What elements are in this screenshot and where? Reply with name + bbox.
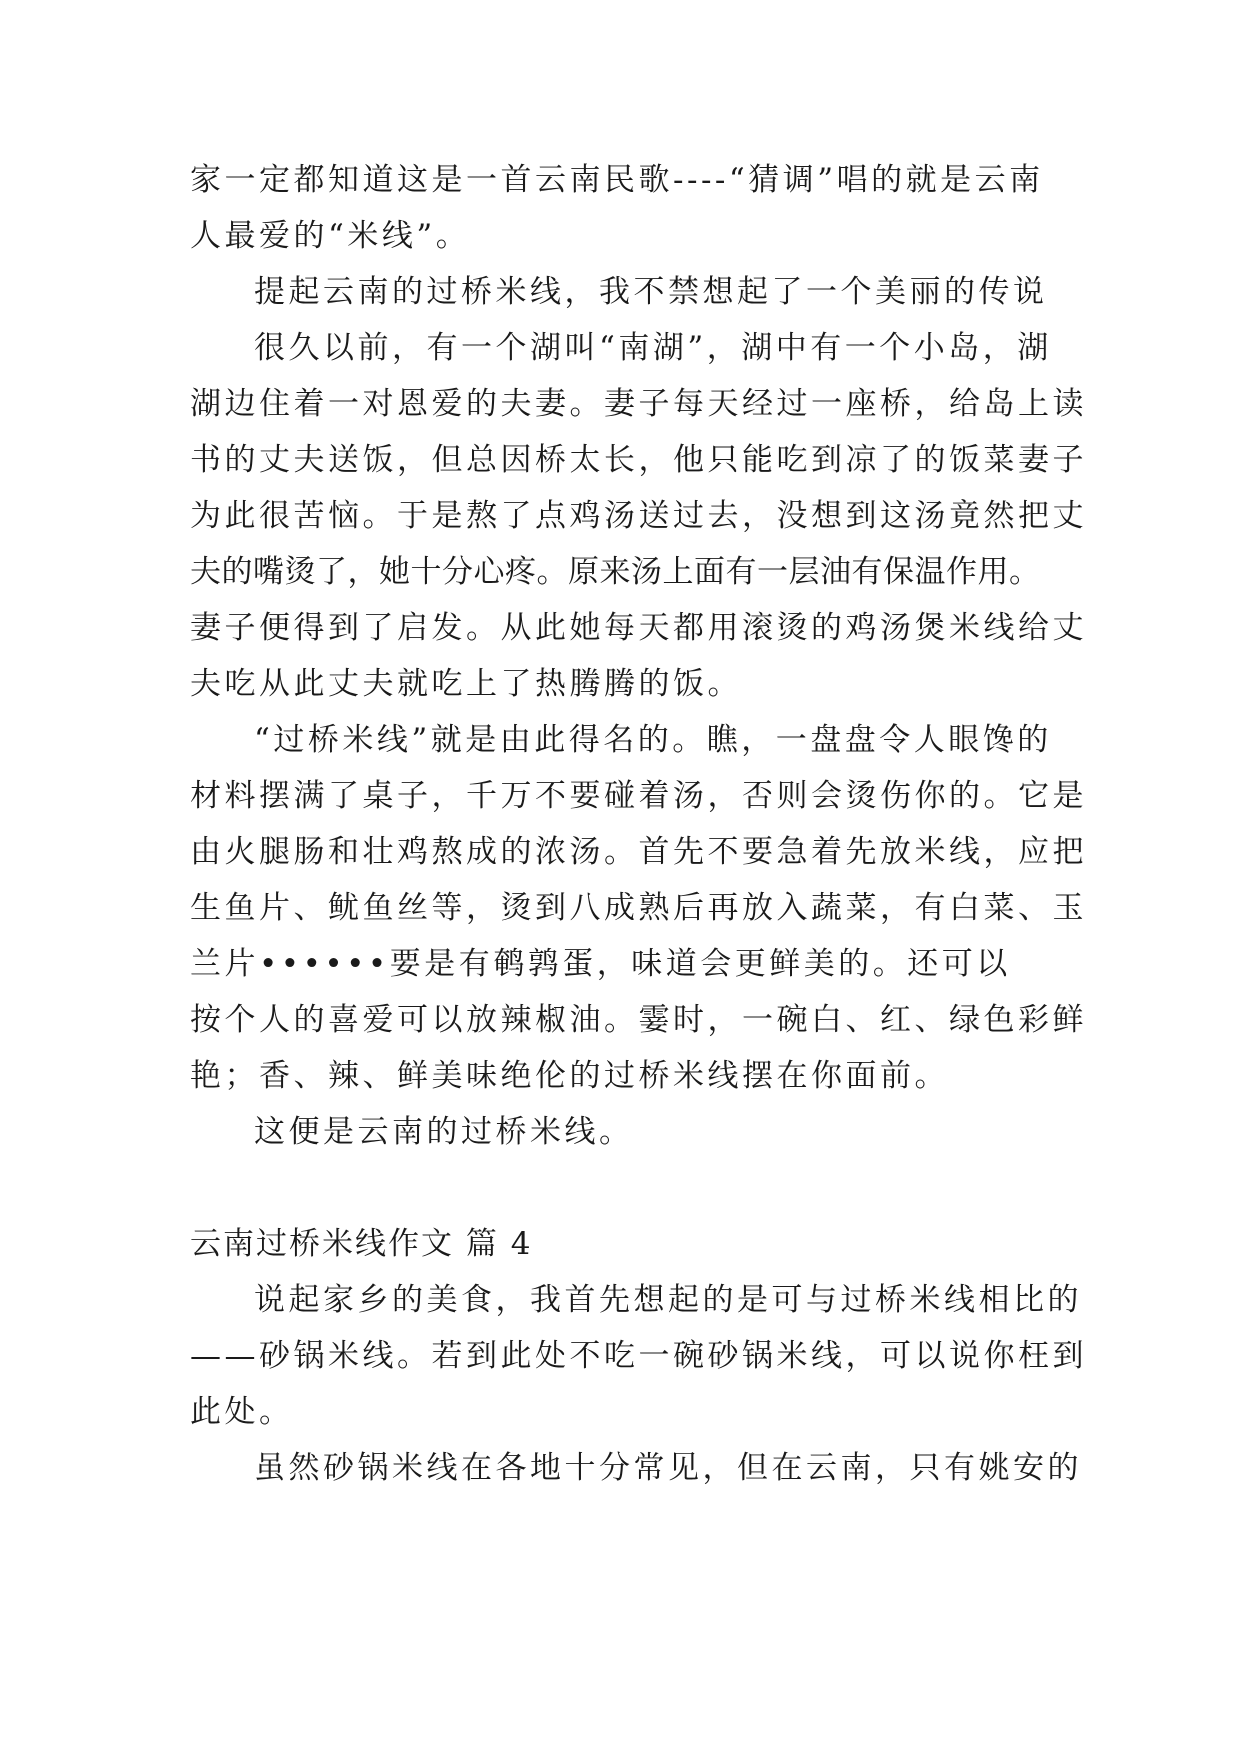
text-line: 生鱼片、鱿鱼丝等，烫到八成熟后再放入蔬菜，有白菜、玉 bbox=[190, 890, 1087, 926]
text-line: 人最爱的“米线”。 bbox=[190, 218, 471, 254]
section-heading: 云南过桥米线作文 篇 4 bbox=[190, 1226, 533, 1262]
text-line: ——砂锅米线。若到此处不吃一碗砂锅米线，可以说你枉到 bbox=[190, 1338, 1087, 1374]
text-line: 家一定都知道这是一首云南民歌----“猜调”唱的就是云南 bbox=[190, 162, 1044, 198]
text-line: 提起云南的过桥米线，我不禁想起了一个美丽的传说 bbox=[254, 274, 1048, 310]
text-line: 书的丈夫送饭，但总因桥太长，他只能吃到凉了的饭菜妻子 bbox=[190, 442, 1087, 478]
text-line: “过桥米线”就是由此得名的。瞧，一盘盘令人眼馋的 bbox=[254, 722, 1052, 758]
text-line: 湖边住着一对恩爱的夫妻。妻子每天经过一座桥，给岛上读 bbox=[190, 386, 1087, 422]
text-line: 按个人的喜爱可以放辣椒油。霎时，一碗白、红、绿色彩鲜 bbox=[190, 1002, 1087, 1038]
text-line: 为此很苦恼。于是熬了点鸡汤送过去，没想到这汤竟然把丈 bbox=[190, 498, 1087, 534]
text-line: 材料摆满了桌子，千万不要碰着汤，否则会烫伤你的。它是 bbox=[190, 778, 1087, 814]
text-line: 虽然砂锅米线在各地十分常见，但在云南，只有姚安的 bbox=[254, 1450, 1082, 1486]
text-line: 由火腿肠和壮鸡熬成的浓汤。首先不要急着先放米线，应把 bbox=[190, 834, 1087, 870]
text-line: 说起家乡的美食，我首先想起的是可与过桥米线相比的 bbox=[254, 1282, 1082, 1318]
text-line: 兰片••••••要是有鹌鹑蛋，味道会更鲜美的。还可以 bbox=[190, 946, 1011, 982]
text-line: 艳；香、辣、鲜美味绝伦的过桥米线摆在你面前。 bbox=[190, 1058, 949, 1094]
text-line: 这便是云南的过桥米线。 bbox=[254, 1114, 634, 1150]
text-line: 夫的嘴烫了，她十分心疼。原来汤上面有一层油有保温作用。 bbox=[190, 554, 1041, 590]
text-line: 很久以前，有一个湖叫“南湖”，湖中有一个小岛，湖 bbox=[254, 330, 1052, 366]
text-line: 夫吃从此丈夫就吃上了热腾腾的饭。 bbox=[190, 666, 742, 702]
text-line: 妻子便得到了启发。从此她每天都用滚烫的鸡汤煲米线给丈 bbox=[190, 610, 1087, 646]
text-line: 此处。 bbox=[190, 1394, 294, 1430]
